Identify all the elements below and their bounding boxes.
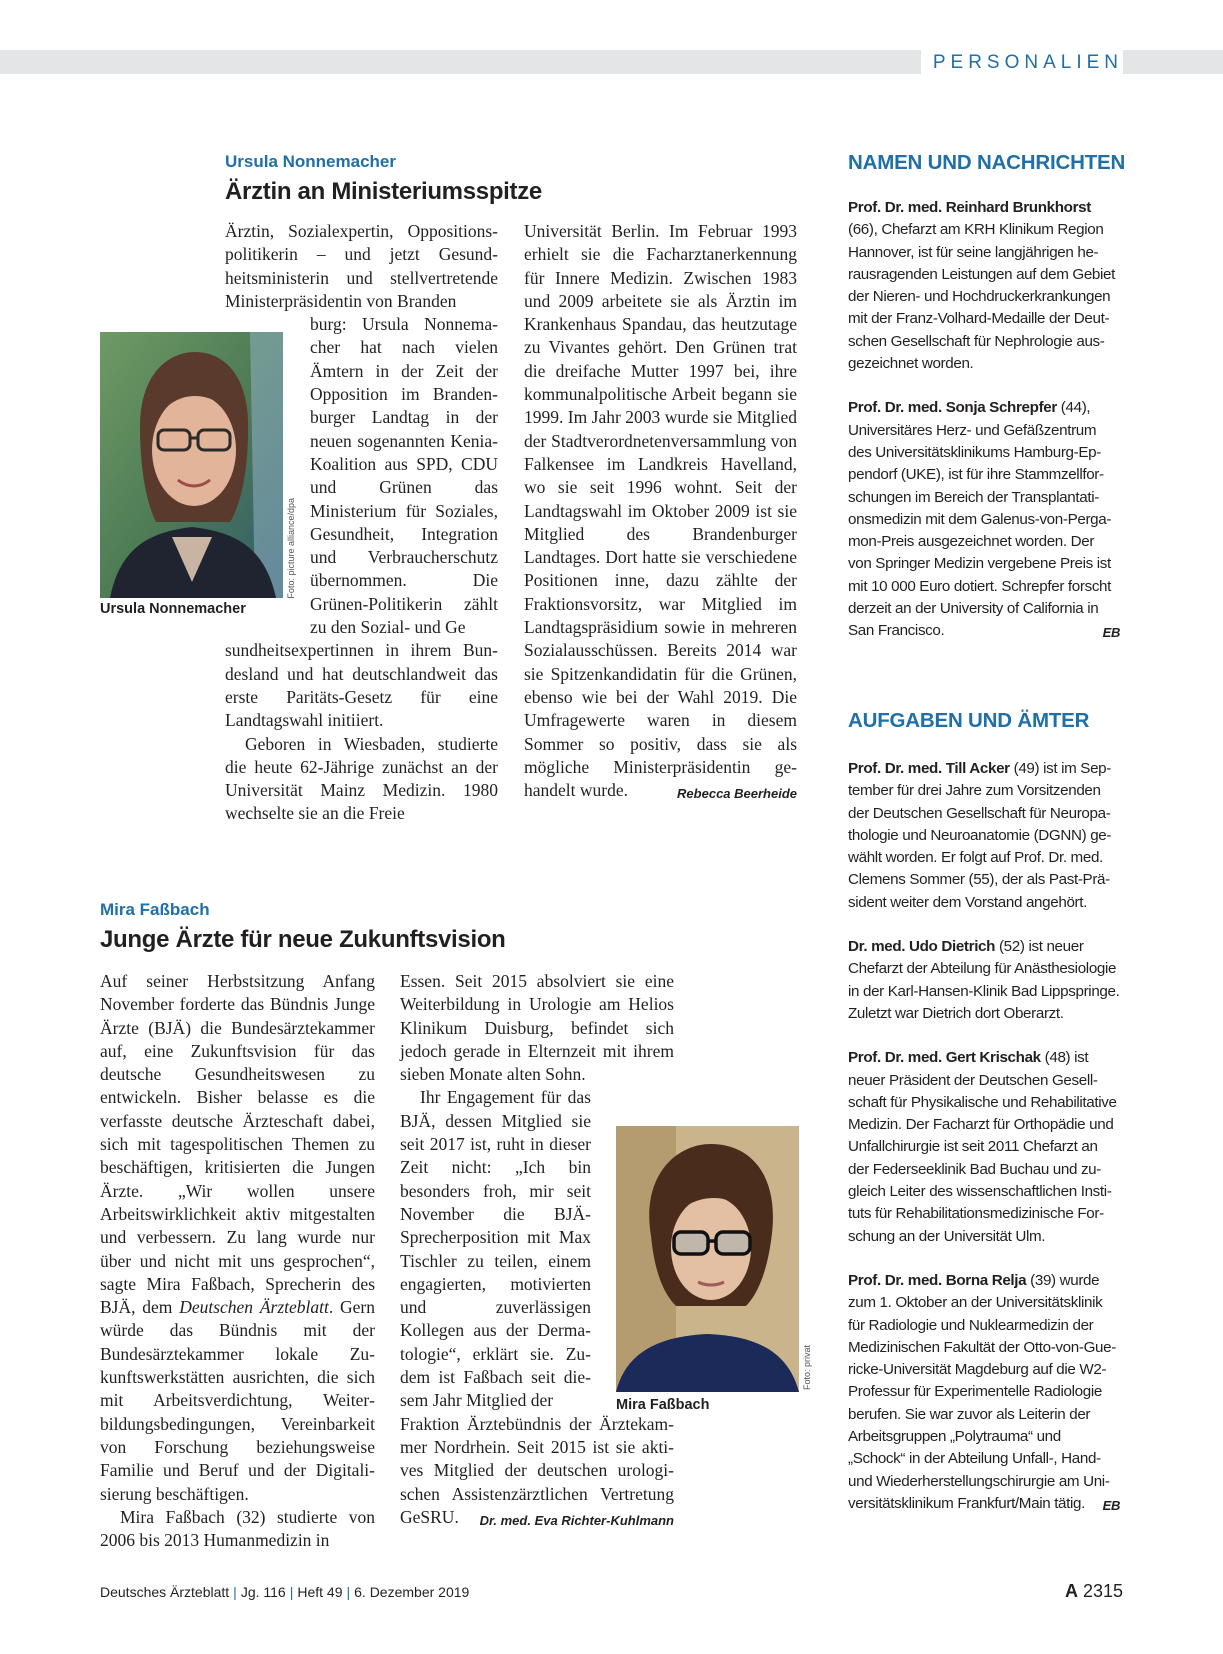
- footer-volume: Jg. 116: [240, 1584, 286, 1600]
- article1-kicker: Ursula Nonnemacher: [225, 152, 396, 171]
- entry-text: (52) ist neuer Chefarzt der Abteilung für Anästhesiologie in der Karl-Hansen-Klinik Bad Lippspringe. Zuletzt war Dietrich dort Oberarzt.: [848, 938, 1120, 1022]
- author-signature: EB: [1102, 625, 1120, 641]
- photo-credit-1: Foto: picture alliance/dpa: [286, 498, 296, 599]
- entry-text: (49) ist im September für drei Jahre zum Vorsitzenden der Deutschen Gesellschaft für Neuropathologie und Neuroanatomie (DGNN) gewählt worden. Er folgt auf Prof. Dr. med. Clemens Sommer (55), der als Past-Präsident weiter dem Vorstand angehört.: [848, 760, 1112, 911]
- sidebar-entry: [848, 397, 1120, 642]
- article1-col2: [524, 220, 797, 805]
- section-label: PERSONALIEN: [921, 50, 1123, 74]
- sidebar-entry: [848, 1047, 1120, 1248]
- sidebar-entry: [848, 936, 1120, 1025]
- article2-col1: [100, 970, 375, 1552]
- page-prefix: A: [1064, 1581, 1078, 1601]
- article2-col1-p2: Mira Faßbach (32) studierte von 2006 bis 2013 Humanmedizin in: [100, 1506, 375, 1551]
- article1-p1-rest: sundheitsexpertinnen in ihrem Bundesland und hat deutschlandweit das erste Paritäts-Gesetz für eine Landtagswahl initiiert.: [225, 640, 498, 731]
- sidebar-entry: [848, 1270, 1120, 1515]
- entry-text: (44), Universitäres Herz- und Gefäßzentrum des Universitätsklinikums Hamburg-Eppendorf (UKE), ist für ihre Stammzellforschungen im Bereich der Transplantationsmedizin mit dem Galenus-von-Pergamon-Preis ausgezeichnet worden. Der von Springer Medizin vergebene Preis ist mit 10 000 Euro dotiert. Schrepfer forscht derzeit an der University of California in San Francisco.: [848, 399, 1112, 640]
- entry-text: (48) ist neuer Präsident der Deutschen Gesellschaft für Physikalische und Rehabilitative Medizin. Der Facharzt für Orthopädie und Unfallchirurgie ist seit 2011 Chefarzt an der Federseeklinik Bad Buchau und zugleich Leiter des wissenschaftlichen Instituts für Rehabilitationsmedizinische Forschung an der Universität Ulm.: [848, 1049, 1117, 1245]
- footer-citation: Deutsches Ärzteblatt | Jg. 116 | Heft 49 | 6. Dezember 2019: [100, 1584, 470, 1600]
- sidebar-entry: [848, 197, 1120, 375]
- sidebar-entry: [848, 758, 1120, 914]
- sidebar-offices-list: [848, 758, 1120, 1537]
- person-name: Prof. Dr. med. Borna Relja: [848, 1271, 1027, 1289]
- person-name: Prof. Dr. med. Gert Krischak: [848, 1049, 1041, 1067]
- entry-text: (39) wurde zum 1. Oktober an der Universitätsklinik für Radiologie und Nuklearmedizin der Medizinischen Fakultät der Otto-von-Guericke-Universität Magdeburg auf die W2-Professur für Experimentelle Radiologie berufen. Sie war zuvor als Leiterin der Arbeitsgruppen „Polytrauma“ und „Schock“ in der Abteilung Unfall-, Hand- und Wiederherstellungschirurgie am Universitätsklinikum Frankfurt/Main tätig.: [848, 1271, 1117, 1512]
- article2-col2-p1: Essen. Seit 2015 absolviert sie eine Weiterbildung in Urologie am Helios Klinikum Duisburg, befindet sich jedoch gerade in Elternzeit mit ihrem sieben Monate alten Sohn.: [400, 971, 674, 1085]
- sidebar-heading-news: NAMEN UND NACHRICHTEN: [848, 151, 1126, 174]
- article1-col1: [225, 220, 498, 826]
- article1-col2-text: Universität Berlin. Im Februar 1993 erhielt sie die Facharztanerkennung für Innere Medizin. Zwischen 1983 und 2009 arbeitete sie als Ärztin im Krankenhaus Spandau, das heutzutage zu Vivantes gehört. Den Grünen trat die dreifache Mutter 1997 bei, ihre kommunalpolitische Arbeit begann sie 1999. Im Jahr 2003 wurde sie Mitglied der Stadtverordnetenversammlung von Falkensee im Landkreis Havelland, wo sie seit 1996 wohnt. Seit der Landtagswahl im Oktober 2009 ist sie Mitglied des Brandenburger Landtages. Dort hatte sie verschiedene Positionen inne, dazu zählte der Fraktionsvorsitz, war Mitglied im Landtagspräsidium sowie in mehreren Sozialausschüssen. Bereits 2014 war sie Spitzenkandidatin für die Grünen, ebenso wie bei der Wahl 2019. Die Umfragewerte waren in diesem Sommer so positiv, dass sie als mögliche Ministerpräsidentin gehandelt wurde.: [524, 221, 797, 801]
- photo-caption-1: Ursula Nonnemacher: [100, 601, 246, 617]
- article2-col2-rest: Fraktion Ärztebündnis der Ärztekammer Nordrhein. Seit 2015 ist sie aktives Mitglied der deutschen urologischen Assistenzärztlichen Vertretung GeSRU.: [400, 1413, 674, 1527]
- person-name: Prof. Dr. med. Reinhard Brunkhorst: [848, 199, 1091, 216]
- article2-col1-text-a: Auf seiner Herbstsitzung Anfang November forderte das Bündnis Junge Ärzte (BJÄ) die Bundesärztekammer auf, eine Zukunftsvision für das deutsche Gesundheitswesen zu entwickeln. Bisher belasse es die verfasste deutsche Ärzteschaft dabei, sich mit tagespolitischen Themen zu beschäftigen, kritisierten die Jungen Ärzte. „Wir wollen unsere Arbeitswirklichkeit aktiv mitgestalten und verbessern. Zu lang wurde nur über und nicht mit uns gesprochen“, sagte Mira Faßbach, Sprecherin des BJÄ, dem: [100, 971, 375, 1318]
- article1-p2: Geboren in Wiesbaden, studierte die heute 62-Jährige zunächst an der Universität Mainz Medizin. 1980 wechselte sie an die Freie: [225, 733, 498, 824]
- article1-intro: Ärztin, Sozialexpertin, Oppositionspolitikerin – und jetzt Gesundheitsministerin und stellvertretende Ministerpräsidentin von Branden: [225, 221, 498, 311]
- author-signature: EB: [1102, 1497, 1120, 1513]
- article2-col2: [400, 970, 674, 1532]
- entry-text: (66), Chefarzt am KRH Klinikum Region Hannover, ist für seine langjährigen herausragenden Leistungen auf dem Gebiet der Nieren- und Hochdruckerkrankungen mit der Franz-Volhard-Medaille der Deutschen Gesellschaft für Nephrologie ausgezeichnet worden.: [848, 221, 1116, 373]
- footer-issue: Heft 49: [297, 1584, 343, 1600]
- journal-name-italic: Deutschen Ärzteblatt: [179, 1297, 329, 1318]
- article2-headline: Junge Ärzte für neue Zukunftsvision: [100, 926, 506, 953]
- article2-byline: Dr. med. Eva Richter-Kuhlmann: [479, 1512, 674, 1528]
- article1-wrap-text: burg: Ursula Nonnemacher hat nach vielen Ämtern in der Zeit der Opposition im Brandenburger Landtag in der neuen sogenannten Kenia-Koalition aus SPD, CDU und Grünen das Ministerium für Soziales, Gesundheit, Integration und Verbraucherschutz übernommen. Die Grünen-Politikerin zählt zu den Sozial- und Ge: [310, 314, 498, 638]
- article1-byline: Rebecca Beerheide: [677, 786, 797, 802]
- person-name: Dr. med. Udo Dietrich: [848, 938, 996, 956]
- person-name: Prof. Dr. med. Sonja Schrepfer: [848, 399, 1057, 417]
- page-number: [1065, 1581, 1123, 1602]
- page-number-value: 2315: [1082, 1581, 1123, 1601]
- sidebar-news-list: [848, 197, 1120, 665]
- photo-credit-2: Foto: privat: [802, 1345, 812, 1391]
- photo-caption-2: Mira Faßbach: [616, 1397, 710, 1413]
- article2-col2-wrap: Ihr Engagement für das BJÄ, dessen Mitglied sie seit 2017 ist, ruht in dieser Zeit nicht: „Ich bin besonders froh, mir seit November die BJÄ-Sprecherposition mit Max Tischler zu teilen, einem engagierten, motivierten und zuverlässigen Kollegen aus der Dermatologie“, erklärt sie. Zudem ist Faßbach seit diesem Jahr Mitglied der: [400, 1087, 591, 1411]
- article1-headline: Ärztin an Ministeriumsspitze: [225, 178, 542, 205]
- article2-col1-text-b: . Gern würde das Bündnis mit der Bundesärztekammer lokale Zukunftswerkstätten ausrichten, die sich mit Arbeitsverdichtung, Weiterbildungsbedingungen, Vereinbarkeit von Forschung beziehungsweise Familie und Beruf und der Digitalisierung beschäftigen.: [100, 1297, 375, 1504]
- footer-date: 6. Dezember 2019: [354, 1584, 470, 1600]
- footer-journal: Deutsches Ärzteblatt: [100, 1584, 230, 1600]
- person-name: Prof. Dr. med. Till Acker: [848, 760, 1010, 777]
- article2-kicker: Mira Faßbach: [100, 900, 210, 919]
- sidebar-heading-offices: AUFGABEN UND ÄMTER: [848, 709, 1090, 732]
